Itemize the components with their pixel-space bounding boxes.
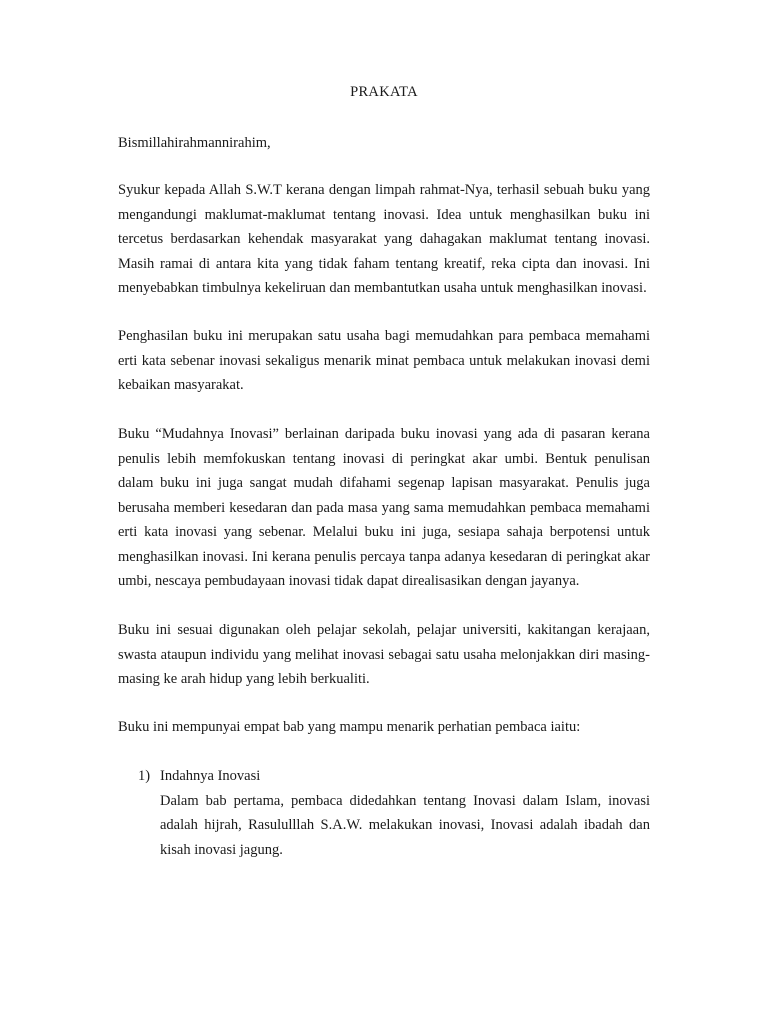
list-item-number: 1) (138, 768, 151, 784)
paragraph-3: Buku “Mudahnya Inovasi” berlainan daripada buku inovasi yang ada di pasaran kerana penulis lebih memfokuskan tentang inovasi di peringkat akar umbi. Bentuk penulisan dalam buku ini juga sangat mudah difahami segenap lapisan masyarakat. Penulis juga berusaha memberi kesedaran dan pada masa yang sama memudahkan pembaca memahami erti kata inovasi yang sebenar. Melalui buku ini juga, sesiapa sahaja berpotensi untuk menghasilkan inovasi. Ini kerana penulis percaya tanpa adanya kesedaran di peringkat akar umbi, nescaya pembudayaan inovasi tidak dapat direalisasikan dengan jayanya. (118, 426, 650, 589)
paragraph-2: Penghasilan buku ini merupakan satu usaha bagi memudahkan para pembaca memahami erti kata sebenar inovasi sekaligus menarik minat pembaca untuk melakukan inovasi demi kebaikan masyarakat. (118, 328, 650, 393)
chapter-list (138, 764, 650, 862)
paragraph-4: Buku ini sesuai digunakan oleh pelajar sekolah, pelajar universiti, kakitangan kerajaan, swasta ataupun individu yang melihat inovasi sebagai satu usaha melonjakkan diri masing-masing ke arah hidup yang lebih berkualiti. (118, 622, 650, 687)
paragraph-5: Buku ini mempunyai empat bab yang mampu menarik perhatian pembaca iaitu: (118, 719, 581, 735)
page-title: PRAKATA (350, 84, 418, 100)
salutation: Bismillahirahmannirahim, (118, 135, 271, 151)
list-item-description: Dalam bab pertama, pembaca didedahkan tentang Inovasi dalam Islam, inovasi adalah hijrah, Rasululllah S.A.W. melakukan inovasi, Inovasi adalah ibadah dan kisah inovasi jagung. (160, 792, 650, 858)
list-item (138, 764, 650, 862)
paragraph-1: Syukur kepada Allah S.W.T kerana dengan limpah rahmat-Nya, terhasil sebuah buku yang mengandungi maklumat-maklumat tentang inovasi. Idea untuk menghasilkan buku ini tercetus berdasarkan kehendak masyarakat yang dahagakan maklumat tentang inovasi. Masih ramai di antara kita yang tidak faham tentang kreatif, reka cipta dan inovasi. Ini menyebabkan timbulnya kekeliruan dan membantutkan usaha untuk menghasilkan inovasi. (118, 182, 650, 296)
list-item-heading: Indahnya Inovasi (160, 768, 261, 784)
